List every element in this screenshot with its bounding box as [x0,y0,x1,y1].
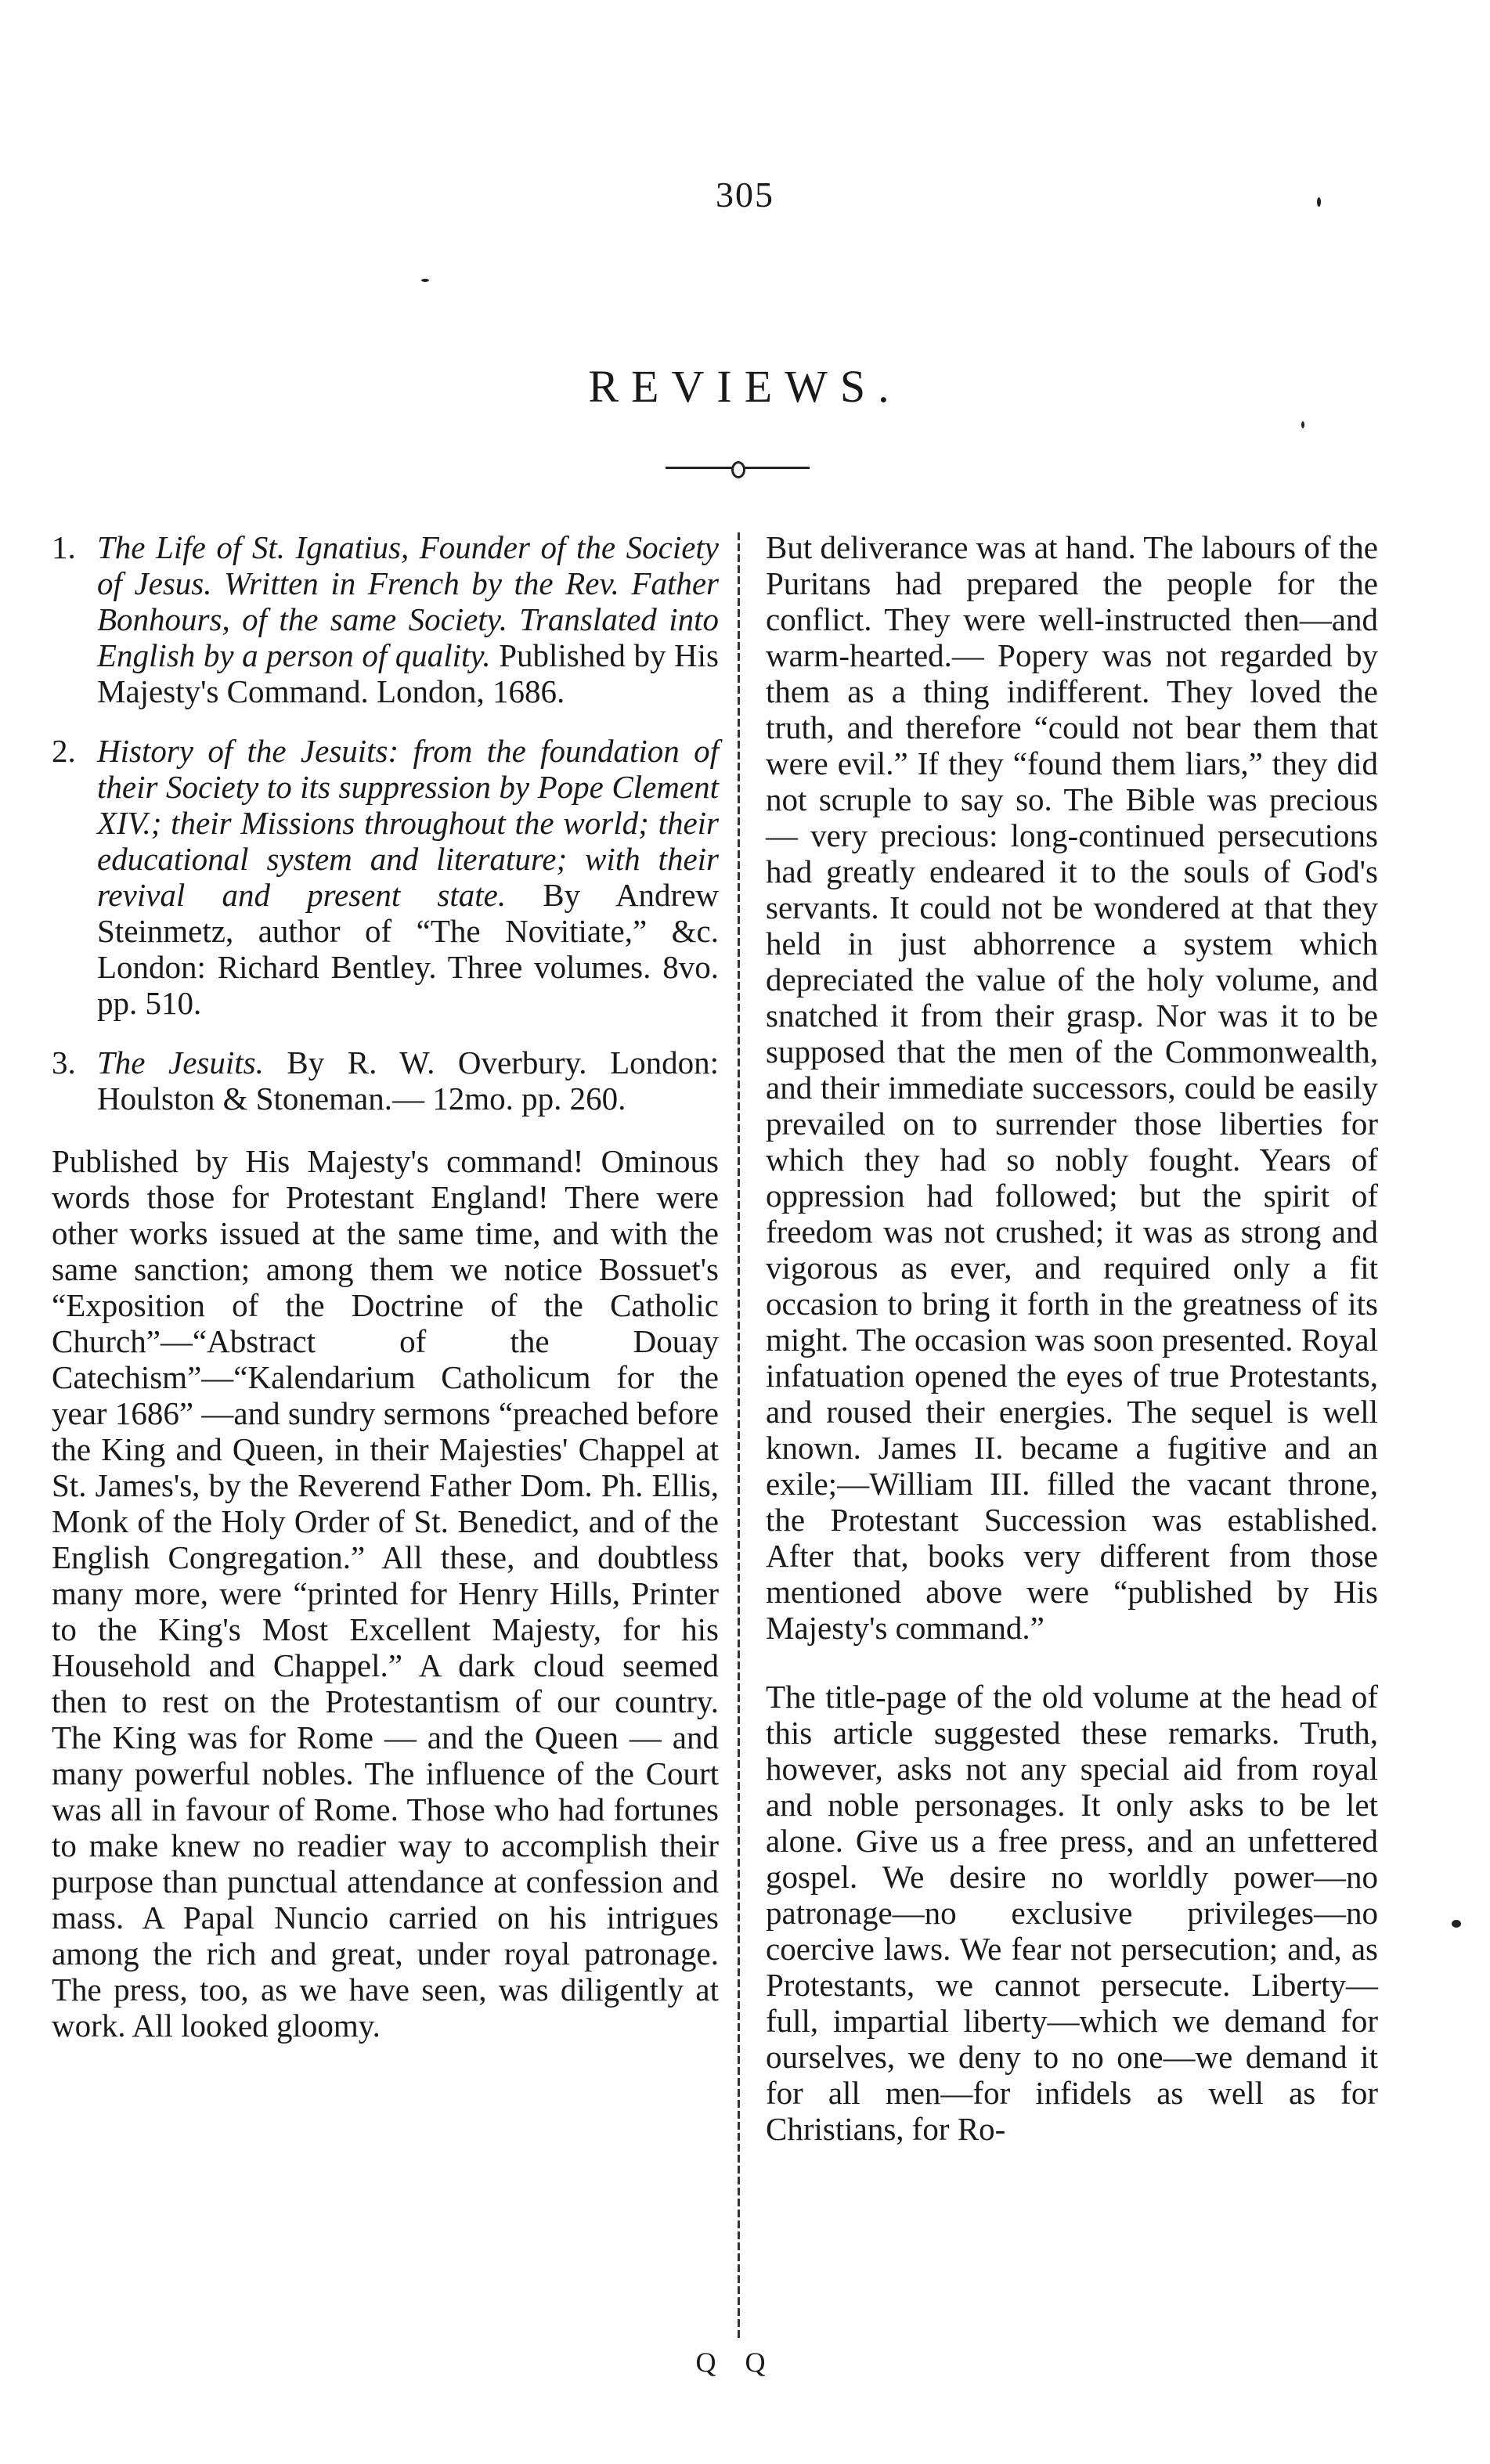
reference-entry [52,733,719,1021]
body-paragraph: But deliverance was at hand. The labours of the Puritans had prepared the people for the conflict. They were well-instructed then—and warm-hearted.— Popery was not regarded by them as a thing indifferent. They loved the truth, and therefore “could not bear them that were evil.” If they “found them liars,” they did not scruple to say so. The Bible was precious — very precious: long-continued persecutions had greatly endeared it to the souls of God's servants. It could not be wondered at that they held in just abhorrence a system which depreciated the value of the holy volume, and snatched it from their grasp. Nor was it to be supposed that the men of the Commonwealth, and their immediate successors, could be easily prevailed on to surrender those liberties for which they had so nobly fought. Years of oppression had followed; but the spirit of freedom was not crushed; it was as strong and vigorous as ever, and required only a fit occasion to bring it forth in the greatness of its might. The occasion was soon presented. Royal infatuation opened the eyes of true Protestants, and roused their energies. The sequel is well known. James II. became a fugitive and an exile;—William III. filled the vacant throne, the Protestant Succession was established. After that, books very different from those mentioned above were “published by His Majesty's command.” [766,529,1378,1646]
body-paragraph: Published by His Majesty's command! Ominous words those for Protestant England! There were other works issued at the same time, and with the same sanction; among them we notice Bossuet's “Exposition of the Doctrine of the Catholic Church”—“Abstract of the Douay Catechism”—“Kalendarium Catholicum for the year 1686” —and sundry sermons “preached before the King and Queen, in their Majesties' Chappel at St. James's, by the Reverend Father Dom. Ph. Ellis, Monk of the Holy Order of St. Benedict, and of the English Congregation.” All these, and doubtless many more, were “printed for Henry Hills, Printer to the King's Most Excellent Majesty, for his Household and Chappel.” A dark cloud seemed then to rest on the Protestantism of our country. The King was for Rome — and the Queen — and many powerful nobles. The influence of the Court was all in favour of Rome. Those who had fortunes to make knew no readier way to accomplish their purpose than punctual attendance at confession and mass. A Papal Nuncio carried on his intrigues among the rich and great, under royal patronage. The press, too, as we have seen, was diligently at work. All looked gloomy. [52,1143,719,2044]
reference-details: By R. W. Overbury. London: Houlston & Stoneman.— 12mo. pp. 260. [97,1044,720,1117]
ink-speck [1317,197,1321,207]
ink-speck [1452,1920,1461,1928]
right-column [766,529,1378,2178]
reference-title: History of the Jesuits: from the foundation of their Society to its suppression by Pope Clement XIV.; their Missions throughout the world; their educational system and literature; with their revival and present state. [97,733,719,913]
body-paragraph: The title-page of the old volume at the head of this article suggested these remarks. Truth, however, asks not any special aid from royal and noble personages. It only asks to be let alone. Give us a free press, and an unfettered gospel. We desire no worldly power—no patronage—no exclusive privileges—no coercive laws. We fear not persecution; and, as Protestants, we cannot persecute. Liberty—full, impartial liberty—which we demand for ourselves, we deny to no one—we demand it for all men—for infidels as well as for Christians, for Ro- [766,1679,1378,2147]
reference-title: The Jesuits. [97,1044,264,1080]
reference-title: The Life of St. Ignatius, Founder of the Society of Jesus. Written in French by the Rev. Father Bonhours, of the same Society. Translated into English by a person of quality. [97,529,719,673]
reference-number: 3. [52,1044,76,1080]
reference-entry [52,529,719,709]
column-divider [738,532,740,2341]
reference-details: Published by His Majesty's Command. London, 1686. [97,637,719,709]
section-title: REVIEWS. [588,361,902,412]
signature-mark: Q Q [695,2347,777,2378]
title-ornament [731,461,745,478]
reference-entry [52,1044,719,1117]
reference-details: By Andrew Steinmetz, author of “The Novitiate,” &c. London: Richard Bentley. Three volumes. 8vo. pp. 510. [97,877,720,1021]
left-column [52,529,719,2075]
reference-number: 2. [52,733,76,769]
page-number: 305 [716,175,774,215]
ink-speck [1301,421,1304,428]
reference-number: 1. [52,529,76,565]
ink-speck [421,279,429,282]
